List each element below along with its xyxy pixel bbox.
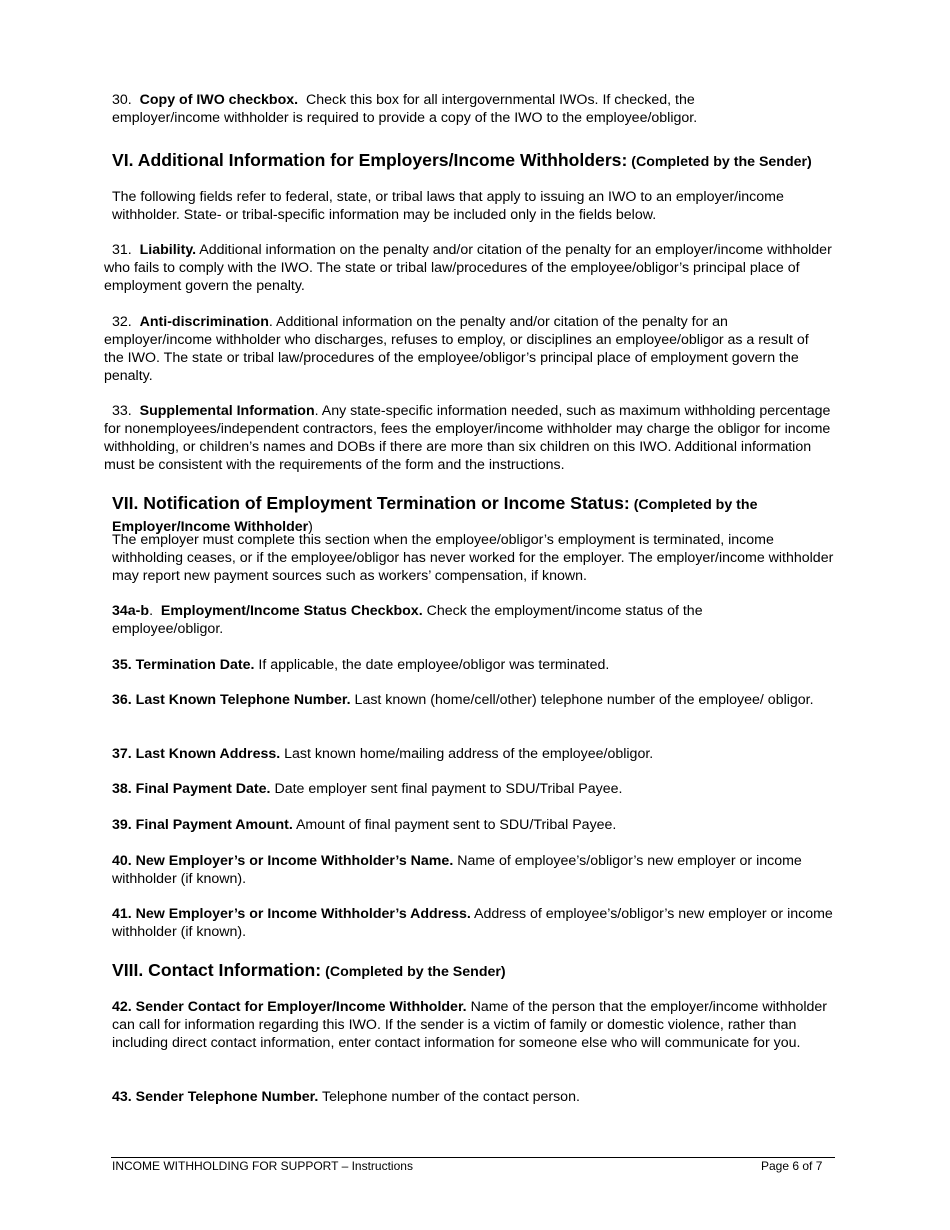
footer-title: INCOME WITHHOLDING FOR SUPPORT – Instructions	[112, 1159, 413, 1173]
item-number: 31.	[112, 242, 132, 258]
item-text: . Any state-specific information needed, such as maximum withholding percentage for nonemployees/independent contractors, fees the employer/income withholder may charge the obligor for income withholding, or children’s names and DOBs if there are more than six children on this IWO. Additional information must be consistent with the requirements of the form and the instructions.	[104, 403, 831, 473]
item-label: Supplemental Information	[139, 403, 315, 419]
item-30	[112, 91, 802, 127]
item-label: Liability.	[139, 242, 197, 258]
item-label: 38. Final Payment Date.	[112, 781, 271, 797]
section-viii-heading	[112, 960, 832, 982]
item-label: 42. Sender Contact for Employer/Income Withholder.	[112, 999, 467, 1015]
item-text: . Additional information on the penalty and/or citation of the penalty for an employer/income withholder who discharges, refuses to employ, or disciplines an employee/obligor as a result of the IWO. The state or tribal law/procedures of the employee/obligor’s principal place of employment govern the penalty.	[104, 314, 809, 384]
item-label: Anti-discrimination	[139, 314, 269, 330]
item-label: 37. Last Known Address.	[112, 746, 281, 762]
section-vi-heading	[112, 150, 832, 172]
section-title: VI. Additional Information for Employers/Income Withholders:	[112, 150, 628, 170]
item-32	[104, 313, 832, 385]
section-vii-intro: The employer must complete this section when the employee/obligor’s employment is terminated, income withholding ceases, or if the employee/obligor has never worked for the employer. The employer/income withholder may report new payment sources such as workers’ compensation, if known.	[112, 532, 834, 584]
item-text: Name of employee’s/obligor’s new employer or income withholder (if known).	[112, 853, 802, 887]
item-text: If applicable, the date employee/obligor was terminated.	[254, 657, 610, 673]
item-33	[104, 402, 839, 474]
section-title: VII. Notification of Employment Termination or Income Status:	[112, 493, 630, 513]
item-text: Check this box for all intergovernmental IWOs. If checked, the employer/income withholder is required to provide a copy of the IWO to the employee/obligor.	[112, 92, 698, 126]
item-number: 32.	[112, 314, 132, 330]
item-number: 33.	[112, 403, 132, 419]
item-35	[112, 656, 832, 674]
section-note: (Completed by the Sender)	[321, 964, 506, 980]
item-40	[112, 852, 828, 888]
item-text: Last known home/mailing address of the employee/obligor.	[280, 746, 654, 762]
item-text: Telephone number of the contact person.	[318, 1089, 580, 1105]
item-label-secondary: Employment/Income Status Checkbox.	[160, 603, 423, 619]
section-note-close: )	[308, 519, 313, 535]
item-label: 36. Last Known Telephone Number.	[112, 692, 351, 708]
item-text: Address of employee’s/obligor’s new employer or income withholder (if known).	[112, 906, 833, 940]
item-label: 41. New Employer’s or Income Withholder’s Address.	[112, 906, 471, 922]
item-label: 39. Final Payment Amount.	[112, 817, 293, 833]
section-note: (Completed by the Sender)	[627, 154, 812, 170]
section-note: (Completed by the Employer/Income Withholder	[112, 497, 758, 535]
section-vi-intro: The following fields refer to federal, state, or tribal laws that apply to issuing an IWO to an employer/income withholder. State- or tribal-specific information may be included only in the fields below.	[112, 189, 784, 223]
item-label: 35. Termination Date.	[112, 657, 255, 673]
item-31	[104, 241, 839, 295]
item-42	[112, 998, 840, 1052]
item-text: Additional information on the penalty and/or citation of the penalty for an employer/income withholder who fails to comply with the IWO. The state or tribal law/procedures of the employee/obligor’s principal place of employment govern the penalty.	[104, 242, 832, 294]
item-label: Copy of IWO checkbox.	[139, 92, 299, 108]
item-number: 30.	[112, 92, 132, 108]
section-title: VIII. Contact Information:	[112, 960, 322, 980]
item-label: 43. Sender Telephone Number.	[112, 1089, 319, 1105]
item-text: Date employer sent final payment to SDU/Tribal Payee.	[270, 781, 623, 797]
item-39	[112, 816, 832, 834]
item-43	[112, 1088, 832, 1106]
footer-divider	[111, 1157, 835, 1158]
item-text: Check the employment/income status of the employee/obligor.	[112, 603, 703, 637]
item-38	[112, 780, 832, 798]
page-number: Page 6 of 7	[761, 1159, 823, 1173]
item-37	[112, 745, 832, 763]
item-text: Amount of final payment sent to SDU/Tribal Payee.	[292, 817, 617, 833]
item-text: Name of the person that the employer/income withholder can call for information regarding this IWO. If the sender is a victim of family or domestic violence, rather than including direct contact information, enter contact information for someone else who will communicate for you.	[112, 999, 828, 1051]
item-label: 40. New Employer’s or Income Withholder’s Name.	[112, 853, 454, 869]
item-label: 34a-b	[112, 603, 150, 619]
item-text: Last known (home/cell/other) telephone number of the employee/ obligor.	[350, 692, 814, 708]
item-41	[112, 905, 840, 941]
item-34: 34a-b. Employment/Income Status Checkbox. Check the employment/income status of the employee/obligor.	[112, 603, 703, 637]
item-36	[112, 691, 836, 709]
